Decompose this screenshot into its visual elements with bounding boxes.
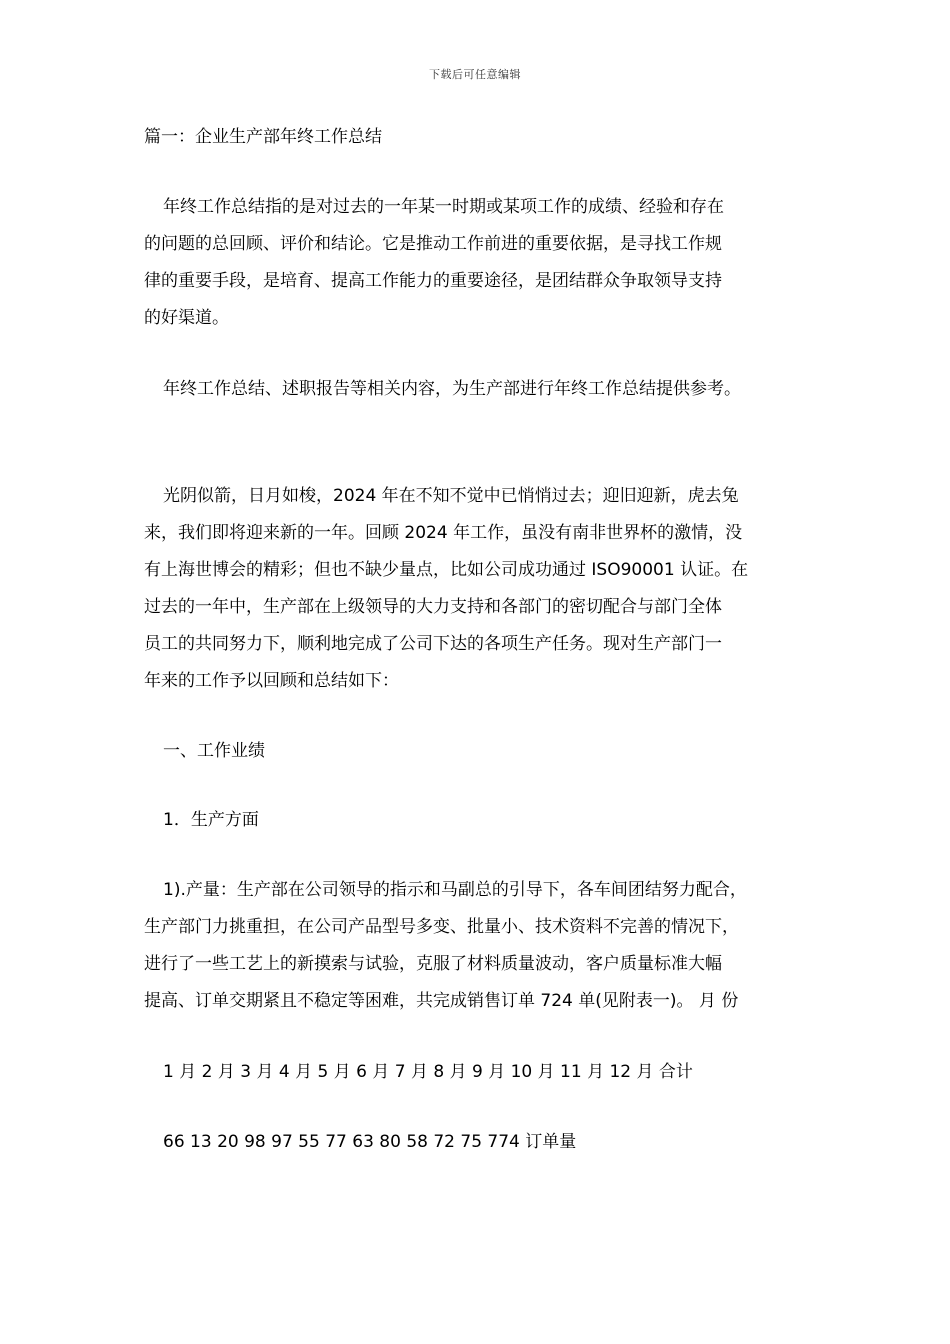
paragraph-line: 来，我们即将迎来新的一年。回顾 2024 年工作，虽没有南非世界杯的激情，没: [144, 523, 743, 543]
paragraph-line: 1).产量：生产部在公司领导的指示和马副总的引导下，各车间团结努力配合，: [163, 880, 747, 900]
production-paragraph: [144, 872, 824, 1020]
paragraph-line: 生产部门力挑重担，在公司产品型号多变、批量小、技术资料不完善的情况下，: [144, 917, 739, 937]
paragraph-line: 年终工作总结指的是对过去的一年某一时期或某项工作的成绩、经验和存在: [163, 197, 724, 217]
opening-paragraph: [144, 478, 824, 700]
header-note: 下载后可任意编辑: [429, 68, 521, 81]
document-title: 篇一：企业生产部年终工作总结: [144, 127, 382, 147]
intro-paragraph: [144, 189, 824, 337]
paragraph-line: 律的重要手段，是培育、提高工作能力的重要途径，是团结群众争取领导支持: [144, 271, 722, 291]
orders-row: 66 13 20 98 97 55 77 63 80 58 72 75 774 订单量: [163, 1132, 577, 1152]
paragraph-line: 提高、订单交期紧且不稳定等困难，共完成销售订单 724 单(见附表一)。 月 份: [144, 991, 739, 1011]
paragraph-line: 年来的工作予以回顾和总结如下：: [144, 671, 399, 691]
section-heading: 一、工作业绩: [163, 741, 265, 761]
paragraph-line: 光阴似箭，日月如梭，2024 年在不知不觉中已悄悄过去；迎旧迎新，虎去兔: [163, 486, 739, 506]
paragraph-line: 的问题的总回顾、评价和结论。它是推动工作前进的重要依据，是寻找工作规: [144, 234, 722, 254]
paragraph-line: 过去的一年中，生产部在上级领导的大力支持和各部门的密切配合与部门全体: [144, 597, 722, 617]
paragraph-line: 进行了一些工艺上的新摸索与试验，克服了材料质量波动，客户质量标准大幅: [144, 954, 722, 974]
paragraph-line: 员工的共同努力下，顺利地完成了公司下达的各项生产任务。现对生产部门一: [144, 634, 722, 654]
subsection-heading: 1．生产方面: [163, 810, 259, 830]
months-row: 1 月 2 月 3 月 4 月 5 月 6 月 7 月 8 月 9 月 10 月 11 月 12 月 合计: [163, 1062, 693, 1082]
reference-line: 年终工作总结、述职报告等相关内容，为生产部进行年终工作总结提供参考。: [163, 379, 741, 399]
paragraph-line: 的好渠道。: [144, 308, 229, 328]
paragraph-line: 有上海世博会的精彩；但也不缺少量点，比如公司成功通过 ISO90001 认证。在: [144, 560, 749, 580]
